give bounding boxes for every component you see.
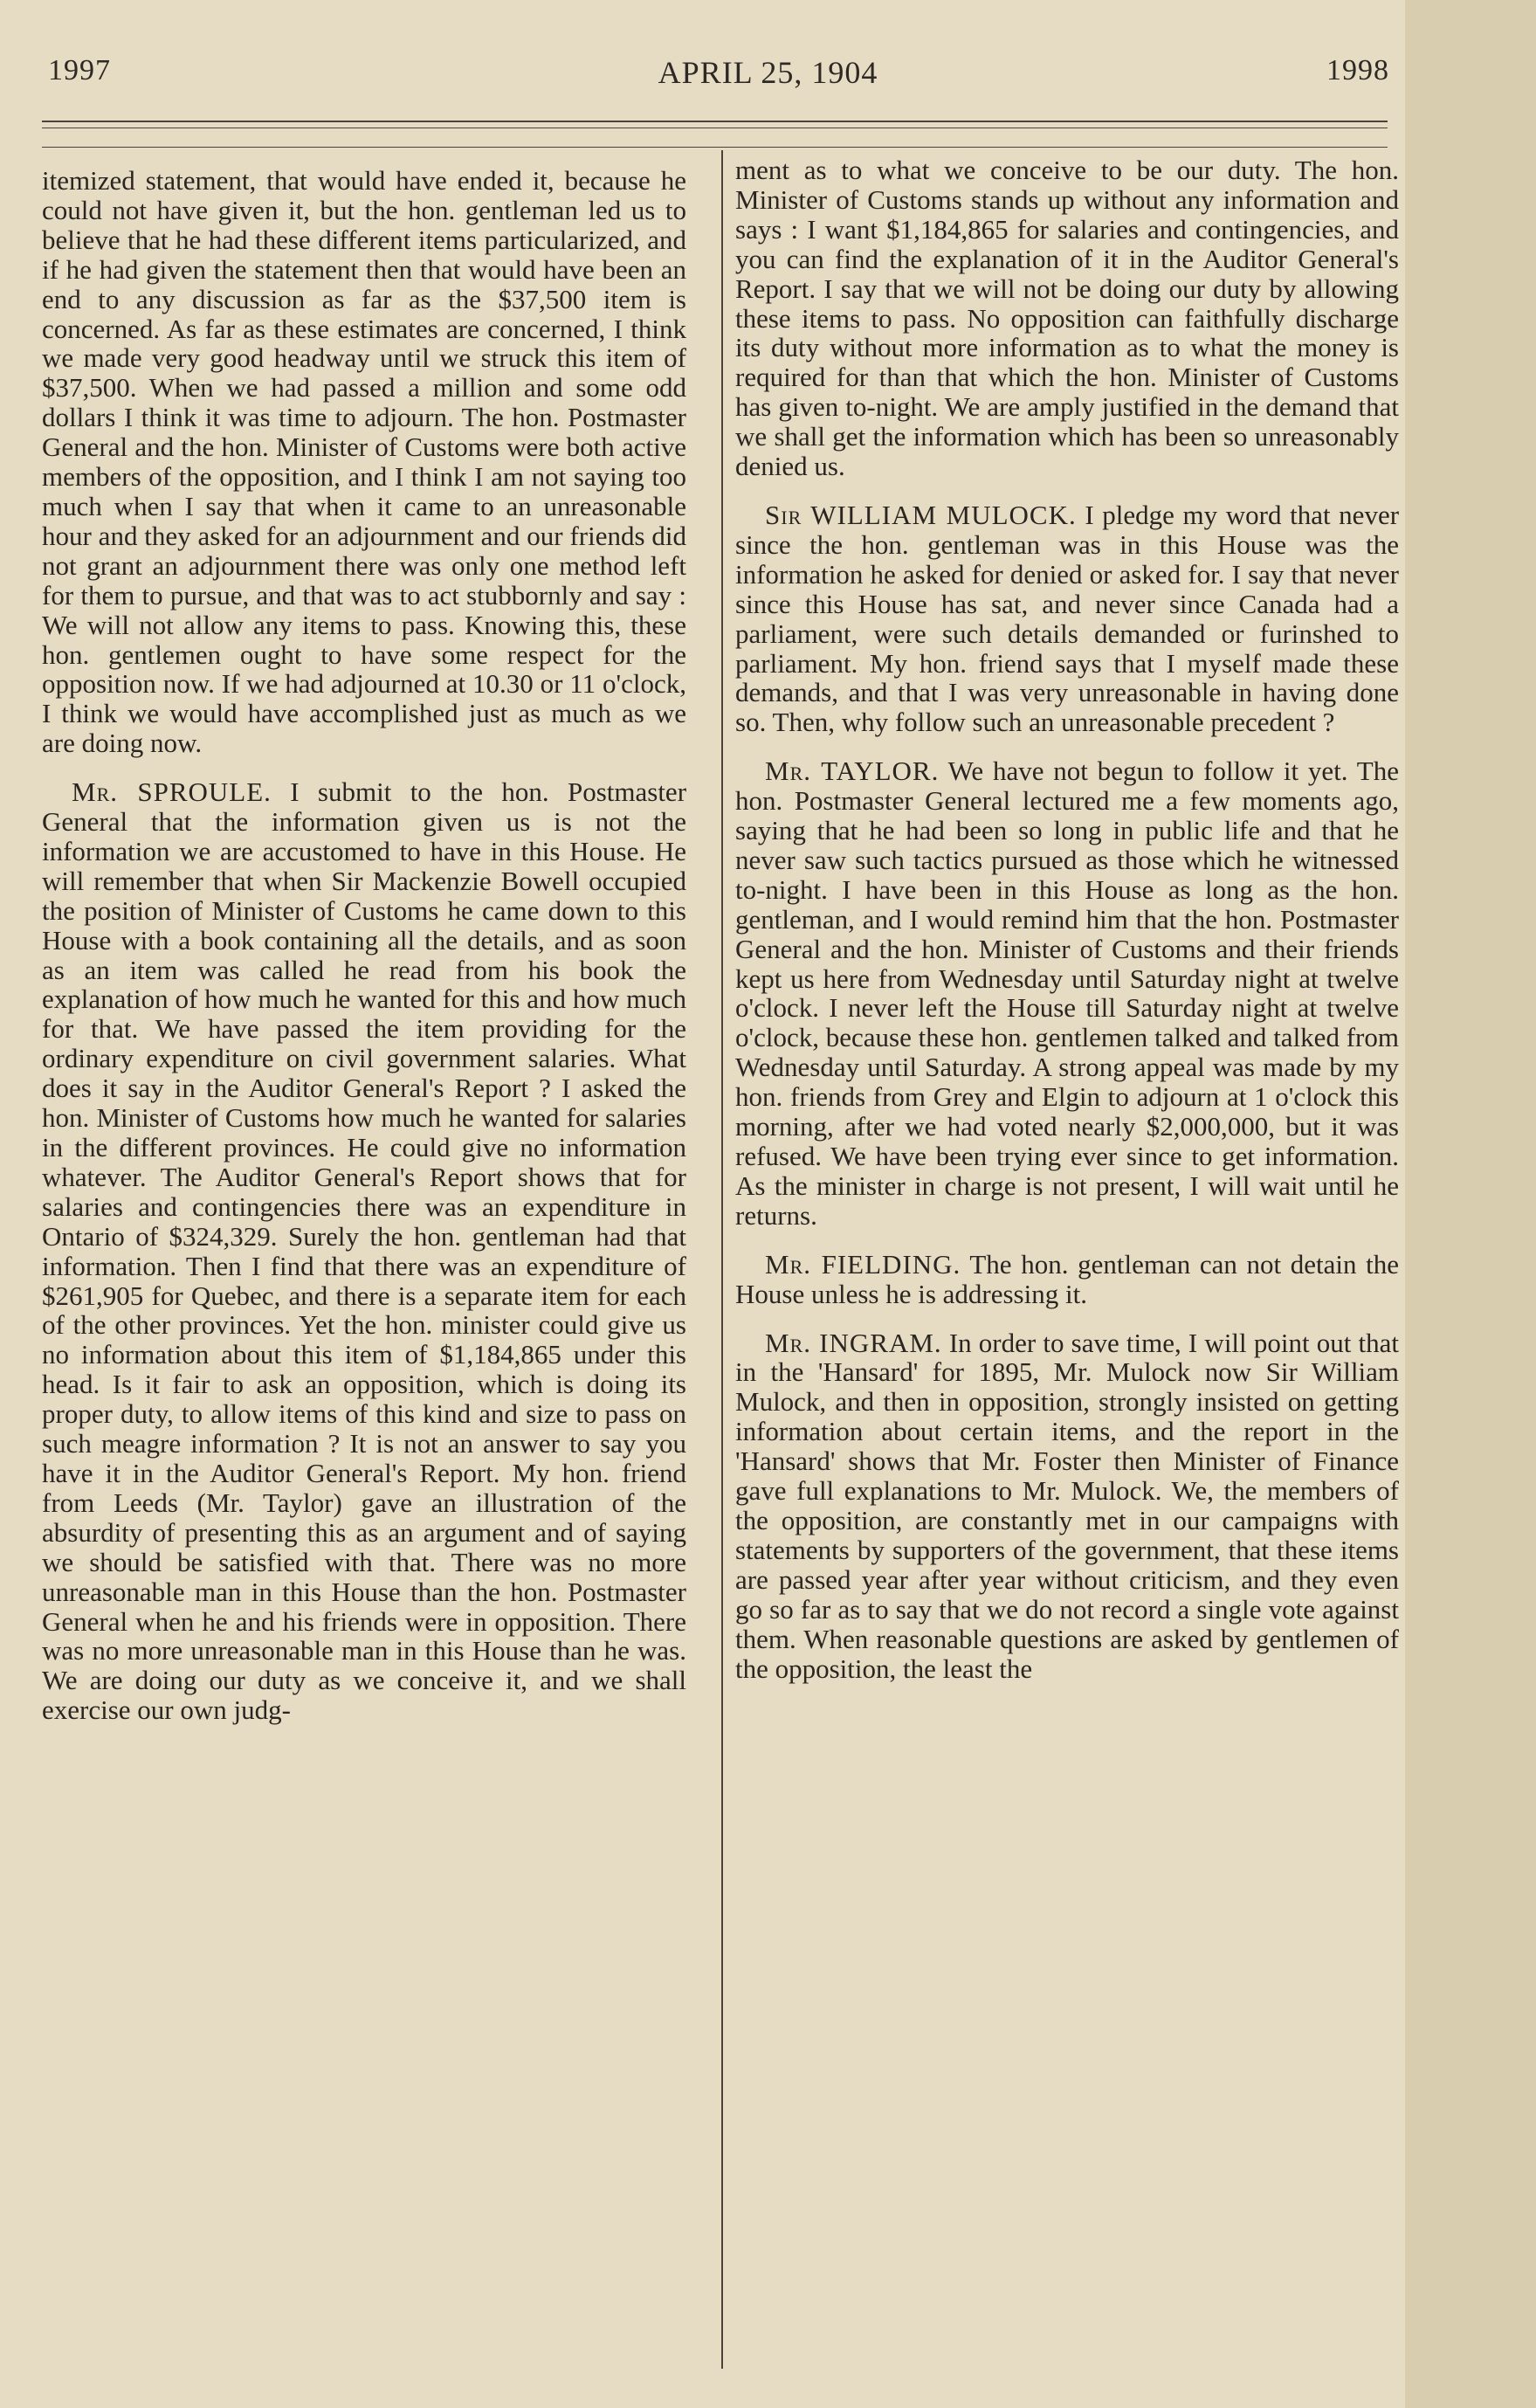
paragraph-text: I submit to the hon. Postmaster General that the information given us is not the information we are accustomed to have in this House. He will remember that when Sir Mackenzie Bowell occupied the position of Minister of Customs he came down to this House with a book containing all the details, and as soon as an item was called he read from his book the explanation of how much he wanted for this and how much for that. We have passed the item providing for the ordinary expenditure on civil government salaries. What does it say in the Auditor General's Report ? I asked the hon. Minister of Customs how much he wanted for salaries in the different provinces. He could give no information whatever. The Auditor General's Report shows that for salaries and contingencies there was an expenditure in Ontario of $324,329. Surely the hon. gentleman had that information. Then I find that there was an expenditure of $261,905 for Quebec, and there is a separate item for each of the other provinces. Yet the hon. minister could give us no information about this item of $1,184,865 under this head. Is it fair to ask an opposition, which is doing its proper duty, to allow items of this kind and size to pass on such meagre information ? It is not an answer to say you have it in the Auditor General's Report. My hon. friend from Leeds (Mr. Taylor) gave an illustration of the absurdity of presenting this as an argument and of saying we should be satisfied with that. There was no more unreasonable man in this House than the hon. Postmaster General when he and his friends were in opposition. There was no more unreasonable man in this House than he was. We are doing our duty as we conceive it, and we shall exercise our own judg-	[42, 776, 686, 1726]
speaker-name: Mr. TAYLOR.	[765, 756, 940, 787]
speaker-name: Mr. FIELDING.	[765, 1248, 961, 1280]
header-rule	[42, 121, 1388, 122]
speaker-name: Sir WILLIAM MULOCK.	[765, 499, 1077, 530]
column-top-rule	[42, 147, 1388, 148]
speaker-name: Mr. SPROULE.	[72, 776, 272, 808]
paragraph	[735, 1328, 1399, 1684]
paragraph	[735, 1250, 1399, 1309]
paragraph-text: We have not begun to follow it yet. The hon. Postmaster General lectured me a few moments ago, saying that he had been so long in public life and that he never saw such tactics pursued as those which he witnessed to-night. I have been in this House as long as the hon. gentleman, and I would remind him that the hon. Postmaster General and the hon. Minister of Customs and their friends kept us here from Wednesday until Saturday night at twelve o'clock. I never left the House till Saturday night at twelve o'clock, because these hon. gentlemen talked and talked from Wednesday until Saturday. A strong appeal was made by my hon. friends from Grey and Elgin to adjourn at 1 o'clock this morning, after we had voted nearly $2,000,000, but it was refused. We have been trying ever since to get information. As the minister in charge is not present, I will wait until he returns.	[735, 756, 1399, 1231]
left-page-number: 1997	[48, 54, 111, 86]
left-column	[42, 166, 686, 2402]
paragraph-text: ment as to what we conceive to be our duty. The hon. Minister of Customs stands up without any information and says : I want $1,184,865 for salaries and contingencies, and you can find the explanation of it in the Auditor General's Report. I say that we will not be doing our duty by allowing these items to pass. No opposition can faithfully discharge its duty without more information as to what the money is required for than that which the hon. Minister of Customs has given to-night. We are amply justified in the demand that we shall get the information which has been so unreasonably denied us.	[735, 155, 1399, 482]
paragraph-text: itemized statement, that would have ended it, because he could not have given it, but the hon. gentleman led us to believe that he had these different items particularized, and if he had given the statement then that would have been an end to any discussion as far as the $37,500 item is concerned. As far as these estimates are concerned, I think we made very good headway until we struck this item of $37,500. When we had passed a million and some odd dollars I think it was time to adjourn. The hon. Postmaster General and the hon. Minister of Customs were both active members of the opposition, and I think I am not saying too much when I say that when it came to an unreasonable hour and they asked for an adjournment and our friends did not grant an adjournment there was only one method left for them to pursue, and that was to act stubbornly and say : We will not allow any items to pass. Knowing this, these hon. gentlemen ought to have some respect for the opposition now. If we had adjourned at 10.30 or 11 o'clock, I think we would have accomplished just as much as we are doing now.	[42, 166, 686, 759]
speaker-name: Mr. INGRAM.	[765, 1327, 942, 1358]
paragraph-text: The hon. gentleman can not detain the House unless he is addressing it.	[735, 1248, 1399, 1309]
paragraph-text: I pledge my word that never since the hon. gentleman was in this House was the information he asked for denied or asked for. I say that never since this House has sat, and never since Canada had a parliament, were such details demanded or furinshed to parliament. My hon. friend says that I myself made these demands, and that I was very unreasonable in having done so. Then, why follow such an unreasonable precedent ?	[735, 499, 1399, 738]
right-column	[735, 155, 1399, 2391]
paragraph	[42, 777, 686, 1725]
paragraph	[42, 166, 686, 758]
paragraph	[735, 756, 1399, 1231]
page-date: APRIL 25, 1904	[658, 55, 878, 90]
paragraph	[735, 155, 1399, 481]
paragraph-text: In order to save time, I will point out that in the 'Hansard' for 1895, Mr. Mulock now Sir William Mulock, and then in opposition, strongly insisted on getting information about certain items, and the report in the 'Hansard' shows that Mr. Foster then Minister of Finance gave full explanations to Mr. Mulock. We, the members of the opposition, are constantly met in our campaigns with statements by supporters of the government, that these items are passed year after year without criticism, and they even go so far as to say that we do not record a single vote against them. When reasonable questions are asked by gentlemen of the opposition, the least the	[735, 1327, 1399, 1684]
right-page-number: 1998	[1326, 54, 1389, 86]
paragraph	[735, 500, 1399, 737]
column-divider	[721, 150, 723, 2369]
page-edge	[1405, 0, 1536, 2408]
